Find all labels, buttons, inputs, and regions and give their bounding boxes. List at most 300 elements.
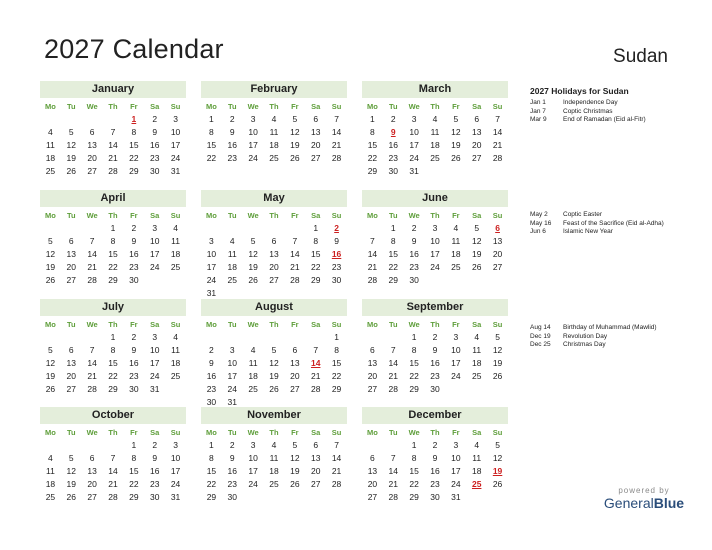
- calendar-day: 30: [129, 384, 139, 394]
- calendar-day: 8: [411, 345, 417, 355]
- calendar-day: 17: [430, 249, 440, 259]
- calendar-day: 19: [66, 479, 76, 489]
- calendar-day: 13: [290, 358, 300, 368]
- weekday-label: Tu: [227, 102, 237, 111]
- weekday-label: Sa: [472, 211, 482, 220]
- calendar-day: 8: [131, 453, 137, 463]
- calendar-day: 12: [290, 453, 300, 463]
- calendar-day: 30: [430, 492, 440, 502]
- calendar-day: 15: [409, 358, 419, 368]
- calendar-day: 14: [331, 127, 342, 137]
- calendar-day: 22: [108, 262, 118, 272]
- calendar-day: 28: [367, 275, 378, 285]
- calendar-day: 19: [269, 371, 279, 381]
- calendar-day: 25: [45, 492, 56, 502]
- calendar-day: 26: [290, 153, 300, 163]
- calendar-day: 30: [129, 275, 139, 285]
- calendar-day: 26: [451, 153, 461, 163]
- calendar-day: 7: [292, 236, 298, 246]
- calendar-day: 4: [271, 114, 277, 124]
- month-days-grid: [40, 209, 186, 287]
- calendar-day: 24: [227, 384, 237, 394]
- calendar-day: 25: [248, 384, 258, 394]
- weekday-label: Th: [108, 102, 118, 111]
- month-days-grid: [362, 209, 508, 287]
- calendar-day: 28: [331, 153, 342, 163]
- calendar-day: 20: [87, 153, 97, 163]
- holiday-group: [530, 99, 705, 125]
- weekday-label: Tu: [66, 211, 76, 220]
- empty-cell: [82, 439, 103, 452]
- weekday-label: Th: [430, 320, 440, 329]
- calendar-day: 23: [149, 153, 160, 163]
- calendar-day: 15: [129, 466, 139, 476]
- holiday-day: 1: [131, 114, 137, 124]
- calendar-day: 1: [313, 223, 319, 233]
- calendar-day: 5: [495, 440, 500, 450]
- holiday-date: May 16: [530, 219, 552, 227]
- calendar-day: 13: [310, 453, 321, 463]
- weekday-label: Th: [269, 211, 279, 220]
- calendar-day: 2: [411, 223, 417, 233]
- month-days-grid: [40, 100, 186, 178]
- calendar-day: 10: [170, 127, 181, 137]
- calendar-day: 24: [451, 371, 461, 381]
- weekday-label: Mo: [45, 428, 56, 437]
- month-header: December: [362, 407, 508, 424]
- weekday-label: Th: [430, 102, 440, 111]
- calendar-day: 26: [290, 479, 300, 489]
- calendar-day: 12: [66, 140, 76, 150]
- calendar-day: 2: [131, 332, 137, 342]
- calendar-day: 3: [411, 114, 417, 124]
- empty-cell: [264, 331, 285, 344]
- calendar-day: 18: [227, 262, 237, 272]
- calendar-day: 23: [227, 153, 237, 163]
- holiday-name: Feast of the Sacrifice (Eid al-Adha): [563, 219, 664, 227]
- empty-cell: [383, 331, 404, 344]
- weekday-label: We: [408, 102, 420, 111]
- calendar-day: 22: [367, 153, 378, 163]
- calendar-day: 27: [87, 166, 97, 176]
- calendar-day: 10: [206, 249, 217, 259]
- weekday-label: Fr: [452, 428, 460, 437]
- calendar-day: 7: [89, 236, 95, 246]
- calendar-day: 19: [248, 262, 258, 272]
- calendar-day: 23: [129, 262, 139, 272]
- empty-cell: [61, 222, 82, 235]
- calendar-day: 27: [310, 153, 321, 163]
- weekday-label: Fr: [452, 320, 460, 329]
- calendar-day: 12: [471, 236, 482, 246]
- weekday-label: We: [247, 320, 259, 329]
- calendar-day: 18: [170, 358, 181, 368]
- calendar-day: 14: [388, 466, 398, 476]
- calendar-day: 26: [66, 492, 76, 502]
- calendar-day: 9: [334, 236, 339, 246]
- month-9: [362, 299, 508, 396]
- calendar-day: 19: [290, 140, 300, 150]
- calendar-day: 29: [206, 492, 217, 502]
- calendar-day: 25: [269, 153, 279, 163]
- calendar-day: 11: [472, 345, 482, 355]
- calendar-day: 28: [388, 492, 398, 502]
- calendar-day: 31: [170, 492, 181, 502]
- weekday-label: Tu: [388, 428, 398, 437]
- calendar-day: 18: [170, 249, 181, 259]
- calendar-day: 7: [110, 453, 116, 463]
- calendar-day: 17: [170, 466, 181, 476]
- calendar-day: 31: [409, 166, 419, 176]
- weekday-label: Mo: [206, 428, 217, 437]
- calendar-day: 29: [367, 166, 378, 176]
- calendar-day: 17: [248, 140, 258, 150]
- weekday-label: We: [247, 211, 259, 220]
- calendar-day: 28: [87, 275, 97, 285]
- calendar-day: 6: [89, 453, 95, 463]
- calendar-day: 28: [331, 479, 342, 489]
- calendar-day: 19: [451, 140, 461, 150]
- calendar-day: 7: [495, 114, 500, 124]
- calendar-day: 17: [149, 358, 160, 368]
- month-days-grid: [201, 318, 347, 409]
- calendar-day: 21: [108, 153, 118, 163]
- calendar-day: 9: [432, 345, 438, 355]
- calendar-day: 25: [471, 371, 482, 381]
- empty-cell: [103, 439, 124, 452]
- calendar-day: 6: [68, 236, 74, 246]
- holiday-day: 2: [334, 223, 339, 233]
- calendar-day: 12: [248, 249, 258, 259]
- calendar-day: 11: [430, 127, 440, 137]
- holiday-day: 19: [492, 466, 503, 476]
- calendar-day: 18: [45, 479, 56, 489]
- weekday-label: We: [86, 211, 98, 220]
- calendar-day: 27: [269, 275, 279, 285]
- calendar-day: 18: [45, 153, 56, 163]
- brand-logo: [588, 486, 700, 511]
- calendar-day: 23: [149, 479, 160, 489]
- calendar-day: 2: [209, 345, 214, 355]
- calendar-day: 24: [206, 275, 217, 285]
- calendar-day: 27: [367, 492, 378, 502]
- month-header: April: [40, 190, 186, 207]
- month-days-grid: [362, 426, 508, 504]
- calendar-day: 1: [411, 440, 417, 450]
- calendar-day: 16: [388, 140, 398, 150]
- month-5: [201, 190, 347, 300]
- calendar-day: 9: [432, 453, 438, 463]
- calendar-day: 20: [471, 140, 482, 150]
- calendar-day: 18: [269, 140, 279, 150]
- calendar-day: 11: [472, 453, 482, 463]
- calendar-day: 8: [209, 453, 214, 463]
- calendar-day: 18: [248, 371, 258, 381]
- calendar-day: 18: [471, 466, 482, 476]
- calendar-day: 8: [131, 127, 137, 137]
- calendar-day: 1: [110, 223, 116, 233]
- calendar-day: 16: [206, 371, 217, 381]
- calendar-day: 11: [248, 358, 258, 368]
- calendar-day: 10: [227, 358, 237, 368]
- calendar-day: 6: [89, 127, 95, 137]
- calendar-day: 24: [170, 479, 181, 489]
- calendar-day: 9: [131, 236, 137, 246]
- weekday-label: Su: [492, 428, 503, 437]
- holiday-row: [530, 333, 705, 342]
- weekday-label: Sa: [311, 320, 321, 329]
- brand-blue: Blue: [653, 495, 685, 511]
- calendar-day: 8: [390, 236, 396, 246]
- month-days-grid: [201, 426, 347, 504]
- weekday-label: Mo: [367, 428, 378, 437]
- calendar-day: 19: [45, 371, 56, 381]
- calendar-day: 29: [129, 166, 139, 176]
- calendar-day: 22: [129, 153, 139, 163]
- calendar-day: 11: [171, 236, 180, 246]
- holiday-date: Jun 6: [530, 228, 546, 235]
- empty-cell: [284, 331, 305, 344]
- month-header: August: [201, 299, 347, 316]
- calendar-day: 10: [149, 236, 160, 246]
- empty-cell: [40, 331, 61, 344]
- calendar-day: 23: [430, 479, 440, 489]
- calendar-day: 3: [152, 332, 158, 342]
- calendar-day: 15: [388, 249, 398, 259]
- weekday-label: We: [408, 428, 420, 437]
- calendar-day: 21: [331, 140, 342, 150]
- weekday-label: We: [408, 320, 420, 329]
- calendar-day: 23: [129, 371, 139, 381]
- calendar-day: 12: [66, 466, 76, 476]
- weekday-label: Sa: [472, 428, 482, 437]
- calendar-day: 17: [451, 358, 461, 368]
- calendar-day: 1: [370, 114, 375, 124]
- weekday-label: Tu: [388, 211, 398, 220]
- calendar-day: 14: [290, 249, 300, 259]
- calendar-day: 9: [209, 358, 214, 368]
- calendar-day: 10: [248, 453, 258, 463]
- weekday-label: Sa: [311, 102, 321, 111]
- calendar-day: 9: [411, 236, 417, 246]
- holiday-group: [530, 211, 705, 237]
- calendar-day: 10: [451, 453, 461, 463]
- calendar-day: 24: [149, 371, 160, 381]
- calendar-day: 21: [310, 371, 321, 381]
- weekday-label: Su: [170, 320, 181, 329]
- weekday-label: Su: [331, 320, 342, 329]
- calendar-day: 26: [269, 384, 279, 394]
- calendar-day: 15: [331, 358, 342, 368]
- holiday-row: [530, 228, 705, 237]
- calendar-day: 21: [492, 140, 503, 150]
- weekday-label: Fr: [291, 102, 299, 111]
- calendar-day: 11: [269, 127, 279, 137]
- holiday-name: Coptic Christmas: [563, 107, 613, 115]
- calendar-day: 19: [492, 358, 503, 368]
- calendar-day: 22: [206, 153, 217, 163]
- calendar-day: 10: [409, 127, 419, 137]
- weekday-label: Th: [269, 320, 279, 329]
- calendar-day: 13: [66, 358, 76, 368]
- empty-cell: [201, 331, 222, 344]
- calendar-day: 3: [209, 236, 214, 246]
- calendar-day: 14: [87, 249, 97, 259]
- calendar-day: 11: [46, 140, 55, 150]
- holiday-date: Dec 19: [530, 332, 551, 340]
- calendar-day: 20: [290, 371, 300, 381]
- calendar-day: 4: [474, 440, 480, 450]
- calendar-day: 17: [227, 371, 237, 381]
- calendar-day: 24: [170, 153, 181, 163]
- empty-cell: [383, 439, 404, 452]
- calendar-day: 12: [290, 127, 300, 137]
- calendar-day: 6: [370, 345, 375, 355]
- calendar-day: 7: [313, 345, 319, 355]
- weekday-label: Th: [108, 211, 118, 220]
- month-8: [201, 299, 347, 409]
- month-header: May: [201, 190, 347, 207]
- holiday-date: May 2: [530, 211, 548, 218]
- calendar-day: 20: [310, 140, 321, 150]
- weekday-label: Sa: [150, 428, 160, 437]
- calendar-day: 3: [432, 223, 438, 233]
- calendar-day: 22: [129, 479, 139, 489]
- calendar-day: 3: [173, 114, 178, 124]
- weekday-label: Mo: [206, 102, 217, 111]
- calendar-day: 31: [227, 397, 237, 407]
- weekday-label: Th: [430, 428, 440, 437]
- calendar-day: 23: [206, 384, 217, 394]
- weekday-label: Th: [269, 428, 279, 437]
- calendar-day: 15: [310, 249, 321, 259]
- calendar-day: 5: [292, 440, 298, 450]
- month-header: January: [40, 81, 186, 98]
- calendar-day: 17: [248, 466, 258, 476]
- empty-cell: [362, 222, 383, 235]
- calendar-day: 3: [250, 440, 256, 450]
- weekday-label: Su: [331, 428, 342, 437]
- calendar-day: 19: [45, 262, 56, 272]
- calendar-day: 28: [108, 166, 118, 176]
- holiday-name: Birthday of Muhammad (Mawlid): [563, 324, 657, 331]
- month-header: June: [362, 190, 508, 207]
- weekday-label: Mo: [206, 320, 217, 329]
- holiday-name: Coptic Easter: [563, 211, 603, 218]
- calendar-day: 20: [269, 262, 279, 272]
- calendar-day: 13: [87, 140, 97, 150]
- calendar-day: 11: [46, 466, 55, 476]
- holiday-row: [530, 108, 705, 117]
- calendar-day: 3: [453, 332, 459, 342]
- calendar-day: 5: [495, 332, 500, 342]
- calendar-day: 16: [129, 249, 139, 259]
- weekday-label: We: [408, 211, 420, 220]
- calendar-day: 26: [45, 275, 56, 285]
- calendar-day: 5: [292, 114, 298, 124]
- calendar-day: 3: [173, 440, 178, 450]
- calendar-day: 20: [492, 249, 503, 259]
- calendar-day: 29: [108, 275, 118, 285]
- calendar-day: 16: [149, 466, 160, 476]
- calendar-day: 28: [492, 153, 503, 163]
- calendar-day: 30: [149, 492, 160, 502]
- calendar-day: 18: [269, 466, 279, 476]
- weekday-label: Th: [430, 211, 440, 220]
- calendar-day: 3: [250, 114, 256, 124]
- calendar-day: 15: [206, 466, 217, 476]
- calendar-day: 21: [87, 262, 97, 272]
- holidays-title: 2027 Holidays for Sudan: [530, 86, 629, 96]
- calendar-day: 6: [292, 345, 298, 355]
- calendar-day: 4: [48, 127, 53, 137]
- calendar-day: 2: [432, 440, 438, 450]
- calendar-day: 25: [269, 479, 279, 489]
- calendar-day: 16: [430, 358, 440, 368]
- calendar-day: 7: [89, 345, 95, 355]
- month-2: [201, 81, 347, 165]
- calendar-day: 15: [108, 249, 118, 259]
- weekday-label: Tu: [388, 320, 398, 329]
- empty-cell: [82, 113, 103, 126]
- calendar-day: 14: [388, 358, 398, 368]
- calendar-day: 11: [171, 345, 180, 355]
- calendar-day: 1: [390, 223, 396, 233]
- calendar-day: 25: [227, 275, 237, 285]
- empty-cell: [362, 439, 383, 452]
- calendar-day: 14: [108, 466, 118, 476]
- calendar-day: 14: [108, 140, 118, 150]
- calendar-day: 3: [229, 345, 235, 355]
- calendar-day: 26: [492, 371, 503, 381]
- month-11: [201, 407, 347, 504]
- weekday-label: Su: [492, 211, 503, 220]
- calendar-day: 4: [173, 332, 178, 342]
- calendar-day: 20: [66, 262, 76, 272]
- holiday-row: [530, 341, 705, 350]
- weekday-label: Mo: [367, 102, 378, 111]
- calendar-day: 30: [206, 397, 217, 407]
- weekday-label: Mo: [45, 211, 56, 220]
- calendar-day: 27: [87, 492, 97, 502]
- holiday-day: 6: [495, 223, 500, 233]
- holiday-row: [530, 116, 705, 125]
- calendar-day: 13: [367, 466, 378, 476]
- calendar-day: 5: [250, 236, 256, 246]
- calendar-day: 7: [390, 345, 396, 355]
- holiday-name: Independence Day: [563, 99, 618, 106]
- month-7: [40, 299, 186, 396]
- calendar-day: 12: [45, 249, 56, 259]
- calendar-day: 4: [173, 223, 178, 233]
- calendar-day: 26: [45, 384, 56, 394]
- calendar-day: 4: [432, 114, 438, 124]
- calendar-day: 16: [430, 466, 440, 476]
- calendar-day: 23: [227, 479, 237, 489]
- calendar-day: 11: [269, 453, 279, 463]
- calendar-day: 15: [206, 140, 217, 150]
- calendar-day: 8: [411, 453, 417, 463]
- calendar-day: 10: [248, 127, 258, 137]
- weekday-label: Fr: [291, 211, 299, 220]
- calendar-day: 4: [229, 236, 235, 246]
- weekday-label: Su: [331, 102, 342, 111]
- calendar-day: 8: [110, 236, 116, 246]
- weekday-label: Mo: [45, 102, 56, 111]
- calendar-day: 29: [409, 384, 419, 394]
- calendar-day: 15: [129, 140, 139, 150]
- month-10: [40, 407, 186, 504]
